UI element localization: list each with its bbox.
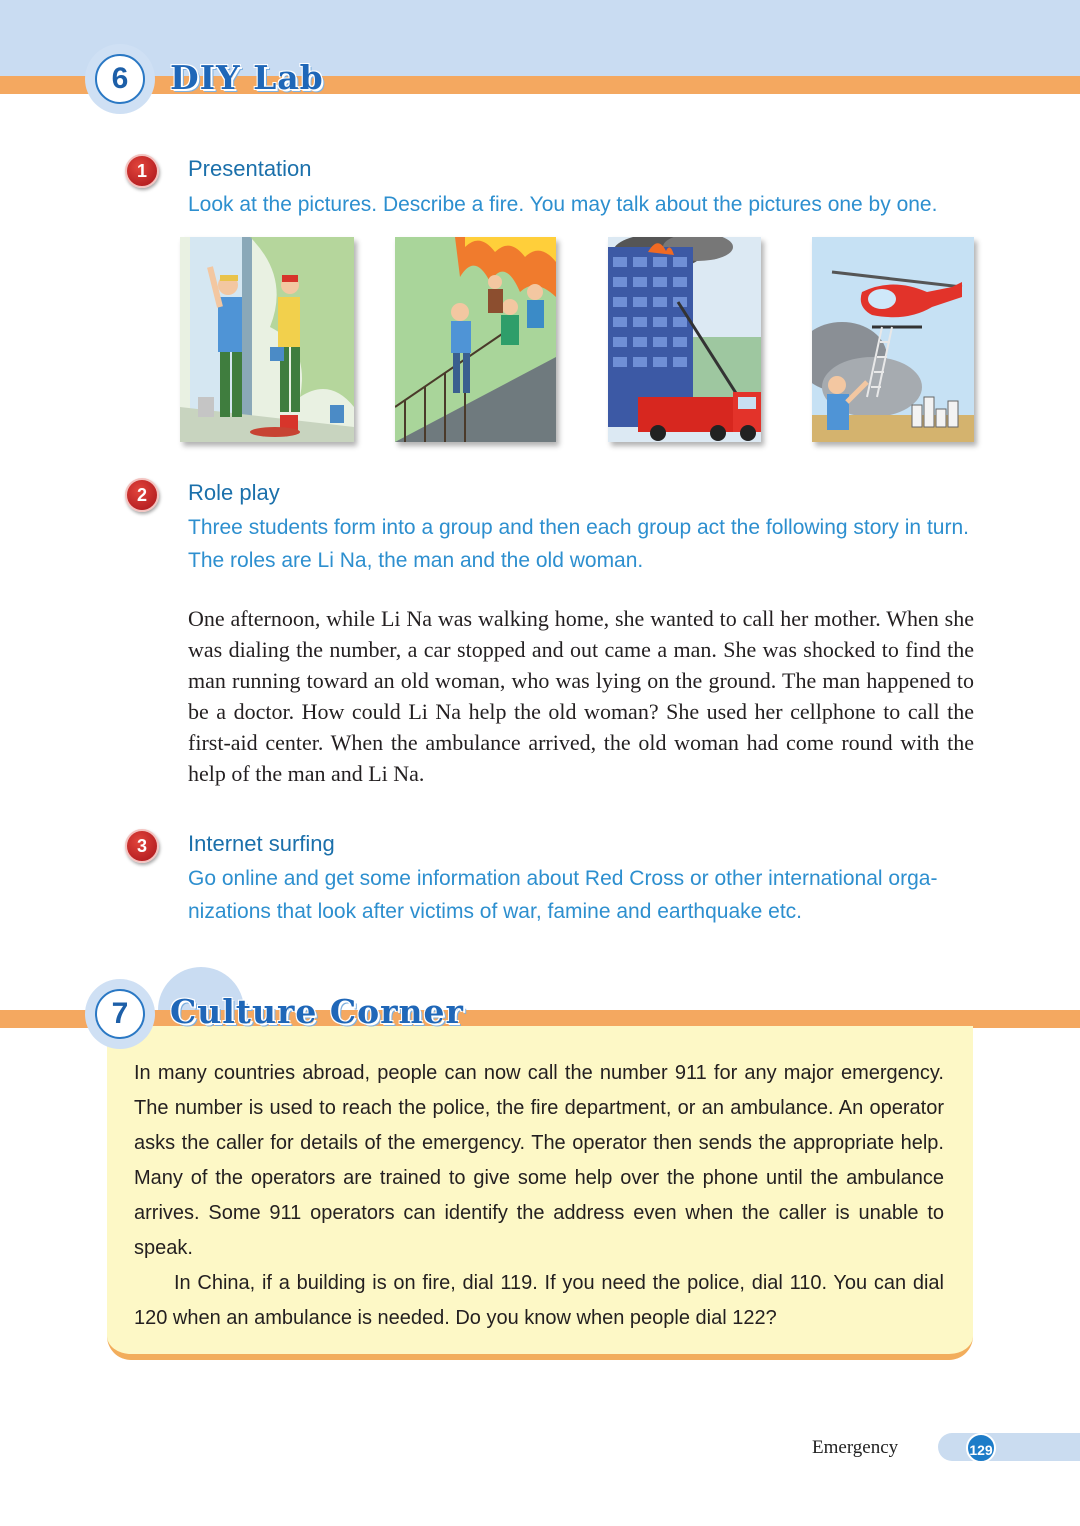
page-number: 129 bbox=[966, 1433, 996, 1463]
page-number-pill bbox=[938, 1433, 1080, 1461]
section-7-number: 7 bbox=[95, 989, 145, 1039]
section-6-number: 6 bbox=[95, 54, 145, 104]
task-3-title: Internet surfing bbox=[188, 831, 335, 856]
role-play-story: One afternoon, while Li Na was walking home, she wanted to call her mother. When she was dialing the number, a car stopped and out came a man. She was shocked to find the man running toward an old woman, who was lying on the ground. The man happened to be a doctor. How could Li Na help the old woman? She used her cellphone to call the first-aid center. When the ambulance arrived, the old woman had come round with the help of the man and Li Na. bbox=[188, 606, 974, 786]
section-7-title: Culture Corner bbox=[170, 992, 464, 1031]
task-2-badge: 2 bbox=[125, 478, 159, 512]
section-6-bar bbox=[0, 76, 1080, 94]
task-1-title: Presentation bbox=[188, 156, 312, 181]
stairway-escape-picture bbox=[395, 237, 556, 442]
task-1-text: Look at the pictures. Describe a fire. You may talk about the pictures one by one. bbox=[188, 193, 938, 216]
task-1-badge: 1 bbox=[125, 154, 159, 188]
culture-paragraph-1: In many countries abroad, people can now call the number 911 for any major emergency. The number is used to reach the police, the fire department, or an ambulance. An operator asks the caller for details of the emergency. The operator then sends the appropriate help. Many of the operators are trained to give some help over the phone until the ambulance arrives. Some 911 operators can identify the address even when the caller is unable to speak. bbox=[134, 1062, 944, 1259]
task-2-text: Three students form into a group and then each group act the following story in turn. The roles are Li Na, the man and the old woman. bbox=[188, 516, 969, 572]
task-3-badge: 3 bbox=[125, 829, 159, 863]
painters-picture bbox=[180, 237, 354, 442]
footer-unit-label: Emergency bbox=[812, 1437, 899, 1458]
helicopter-rescue-picture bbox=[812, 237, 974, 442]
task-2-title: Role play bbox=[188, 480, 280, 505]
culture-paragraph-2: In China, if a building is on fire, dial 119. If you need the police, dial 110. You can dial 120 when an ambulance is needed. Do you know when people dial 122? bbox=[134, 1272, 944, 1329]
section-6-title: DIY Lab bbox=[170, 58, 324, 97]
section-6-badge bbox=[85, 44, 155, 114]
burning-building-picture bbox=[608, 237, 761, 442]
task-3-text: Go online and get some information about Red Cross or other international organizations that look after victims of war, famine and earthquake etc. bbox=[188, 867, 938, 923]
culture-text bbox=[134, 1056, 944, 1336]
section-7-badge bbox=[85, 979, 155, 1049]
